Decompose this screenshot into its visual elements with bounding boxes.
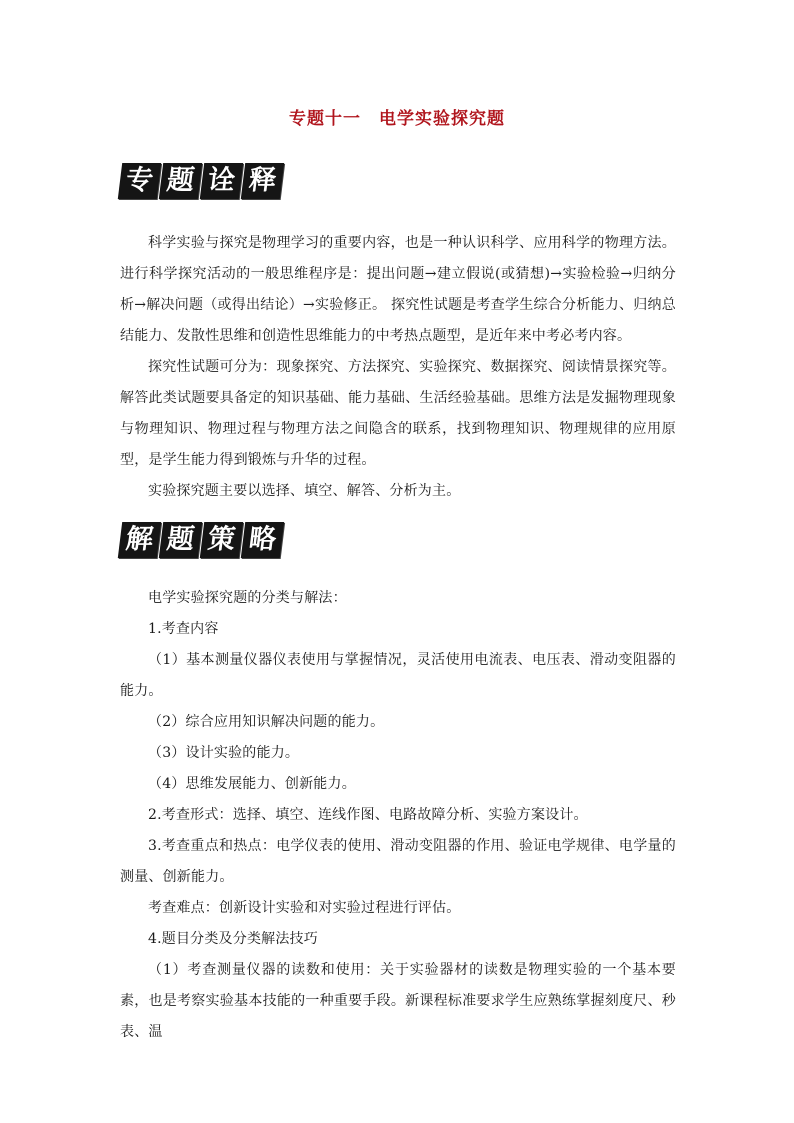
paragraph: 3.考查重点和热点：电学仪表的使用、滑动变阻器的作用、验证电学规律、电学量的测量、创新能力。 xyxy=(120,838,676,885)
paragraph: （3）设计实验的能力。 xyxy=(148,745,300,761)
paragraph: 实验探究题主要以选择、填空、解答、分析为主。 xyxy=(148,483,461,499)
banner-char: 策 xyxy=(200,522,243,558)
paragraph: 探究性试题可分为：现象探究、方法探究、实验探究、数据探究、阅读情景探究等。解答此类试题要具备定的知识基础、能力基础、生活经验基础。思维方法是发掘物理现象与物理知识、物理过程与物理方法之间隐含的联系，找到物理知识、物理规律的应用原型，是学生能力得到锻炼与升华的过程。 xyxy=(120,359,676,468)
paragraph: 4.题目分类及分类解法技巧 xyxy=(148,931,318,947)
banner-char: 解 xyxy=(118,522,161,558)
title-part1: 专题十一 xyxy=(289,109,361,129)
paragraph: （1）基本测量仪器仪表使用与掌握情况，灵活使用电流表、电压表、滑动变阻器的能力。 xyxy=(120,652,676,699)
banner-char: 略 xyxy=(241,522,284,558)
banner-char: 专 xyxy=(118,163,161,199)
paragraph: （1）考查测量仪器的读数和使用：关于实验器材的读数是物理实验的一个基本要素，也是考察实验基本技能的一种重要手段。新课程标准要求学生应熟练掌握刻度尺、秒表、温 xyxy=(120,962,676,1040)
title-part2: 电学实验探究题 xyxy=(379,109,505,129)
section1-text xyxy=(120,228,676,507)
paragraph: 科学实验与探究是物理学习的重要内容，也是一种认识科学、应用科学的物理方法。进行科学探究活动的一般思维程序是：提出问题→建立假说(或猜想)→实验检验→归纳分析→解决问题（或得出结论）→实验修正。 探究性试题是考查学生综合分析能力、归纳总结能力、发散性思维和创造性思维能力的中考热点题型，是近年来中考必考内容。 xyxy=(120,235,676,344)
paragraph: 考查难点：创新设计实验和对实验过程进行评估。 xyxy=(148,900,461,916)
paragraph: 1.考查内容 xyxy=(148,621,219,637)
page-title xyxy=(0,104,794,129)
paragraph: （4）思维发展能力、创新能力。 xyxy=(148,776,356,792)
banner-char: 诠 xyxy=(200,163,243,199)
banner-char: 题 xyxy=(159,163,202,199)
section-banner-solving-strategy xyxy=(120,522,282,558)
banner-char: 题 xyxy=(159,522,202,558)
banner-char: 释 xyxy=(241,163,284,199)
paragraph: 2.考查形式：选择、填空、连线作图、电路故障分析、实验方案设计。 xyxy=(148,807,588,823)
paragraph: （2）综合应用知识解决问题的能力。 xyxy=(148,714,385,730)
paragraph: 电学实验探究题的分类与解法： xyxy=(148,590,347,606)
section2-text xyxy=(120,583,676,1048)
section-banner-topic-explanation xyxy=(120,163,282,199)
